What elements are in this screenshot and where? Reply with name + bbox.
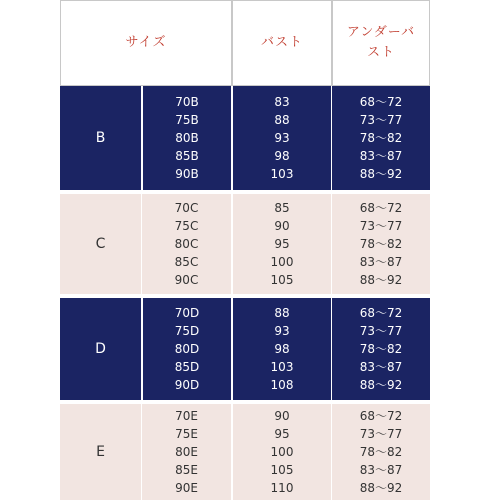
size-value: 80E <box>175 445 198 459</box>
header-underbust-cell <box>332 0 430 86</box>
size-column <box>142 194 232 294</box>
cup-letter-cell <box>60 86 142 190</box>
size-value: 85E <box>175 463 198 477</box>
size-value: 70B <box>175 95 199 109</box>
size-value: 85C <box>174 255 199 269</box>
size-value: 90D <box>174 378 200 392</box>
bust-value: 105 <box>270 273 294 287</box>
size-value: 75D <box>174 324 200 338</box>
cup-letter-cell <box>60 404 142 500</box>
size-value: 85B <box>175 149 199 163</box>
cup-letter: C <box>95 236 106 252</box>
size-column <box>142 86 232 190</box>
bust-value: 88 <box>274 306 290 320</box>
cup-group-b <box>0 86 500 190</box>
underbust-value: 68～72 <box>359 95 403 109</box>
size-value: 90B <box>175 167 199 181</box>
size-value: 70C <box>174 201 199 215</box>
cup-letter: D <box>95 341 106 357</box>
bust-value: 95 <box>274 427 290 441</box>
underbust-value: 88～92 <box>359 167 403 181</box>
bust-value: 90 <box>274 219 290 233</box>
bust-value: 100 <box>270 255 294 269</box>
bust-column <box>232 86 332 190</box>
bust-value: 98 <box>274 342 290 356</box>
cup-group-c <box>0 194 500 294</box>
bust-value: 105 <box>270 463 294 477</box>
cup-letter-cell <box>60 298 142 400</box>
size-value: 75C <box>174 219 199 233</box>
underbust-value: 73～77 <box>359 427 403 441</box>
header-size-label: サイズ <box>125 35 167 50</box>
size-value: 70D <box>174 306 200 320</box>
bust-value: 93 <box>274 131 290 145</box>
size-column <box>142 298 232 400</box>
underbust-value: 68～72 <box>359 201 403 215</box>
bust-value: 95 <box>274 237 290 251</box>
bust-column <box>232 194 332 294</box>
underbust-value: 78～82 <box>359 445 403 459</box>
cup-group-d <box>0 298 500 400</box>
underbust-value: 68～72 <box>359 409 403 423</box>
cup-letter: B <box>95 130 106 146</box>
underbust-value: 83～87 <box>359 149 403 163</box>
size-value: 70E <box>175 409 198 423</box>
header-bust-cell <box>232 0 332 86</box>
underbust-value: 88～92 <box>359 481 403 495</box>
size-column <box>142 404 232 500</box>
underbust-column <box>332 194 430 294</box>
underbust-value: 73～77 <box>359 324 403 338</box>
underbust-value: 83～87 <box>359 255 403 269</box>
size-value: 80C <box>174 237 199 251</box>
underbust-value: 78～82 <box>359 237 403 251</box>
underbust-value: 83～87 <box>359 463 403 477</box>
underbust-value: 73～77 <box>359 219 403 233</box>
bust-value: 88 <box>274 113 290 127</box>
underbust-value: 78～82 <box>359 342 403 356</box>
underbust-column <box>332 86 430 190</box>
bust-column <box>232 404 332 500</box>
bust-value: 103 <box>270 167 294 181</box>
underbust-column <box>332 298 430 400</box>
header-size-cell <box>60 0 232 86</box>
underbust-value: 88～92 <box>359 378 403 392</box>
bust-value: 85 <box>274 201 290 215</box>
size-value: 80D <box>174 342 200 356</box>
underbust-value: 83～87 <box>359 360 403 374</box>
underbust-value: 68～72 <box>359 306 403 320</box>
size-value: 90E <box>175 481 198 495</box>
size-value: 75B <box>175 113 199 127</box>
bust-value: 98 <box>274 149 290 163</box>
cup-group-e <box>0 404 500 500</box>
bust-value: 90 <box>274 409 290 423</box>
bust-value: 103 <box>270 360 294 374</box>
header-bust-label: バスト <box>260 35 303 50</box>
cup-letter: E <box>96 444 105 460</box>
underbust-value: 78～82 <box>359 131 403 145</box>
header-underbust-label-line2: スト <box>366 45 395 60</box>
header-underbust-label-line1: アンダーバ <box>346 25 416 40</box>
underbust-column <box>332 404 430 500</box>
size-value: 85D <box>174 360 200 374</box>
bust-value: 93 <box>274 324 290 338</box>
cup-letter-cell <box>60 194 142 294</box>
bust-value: 100 <box>270 445 294 459</box>
bust-column <box>232 298 332 400</box>
size-value: 75E <box>175 427 198 441</box>
size-value: 90C <box>174 273 199 287</box>
bust-value: 83 <box>274 95 290 109</box>
underbust-value: 88～92 <box>359 273 403 287</box>
underbust-value: 73～77 <box>359 113 403 127</box>
bust-value: 108 <box>270 378 294 392</box>
size-value: 80B <box>175 131 199 145</box>
bust-value: 110 <box>270 481 294 495</box>
